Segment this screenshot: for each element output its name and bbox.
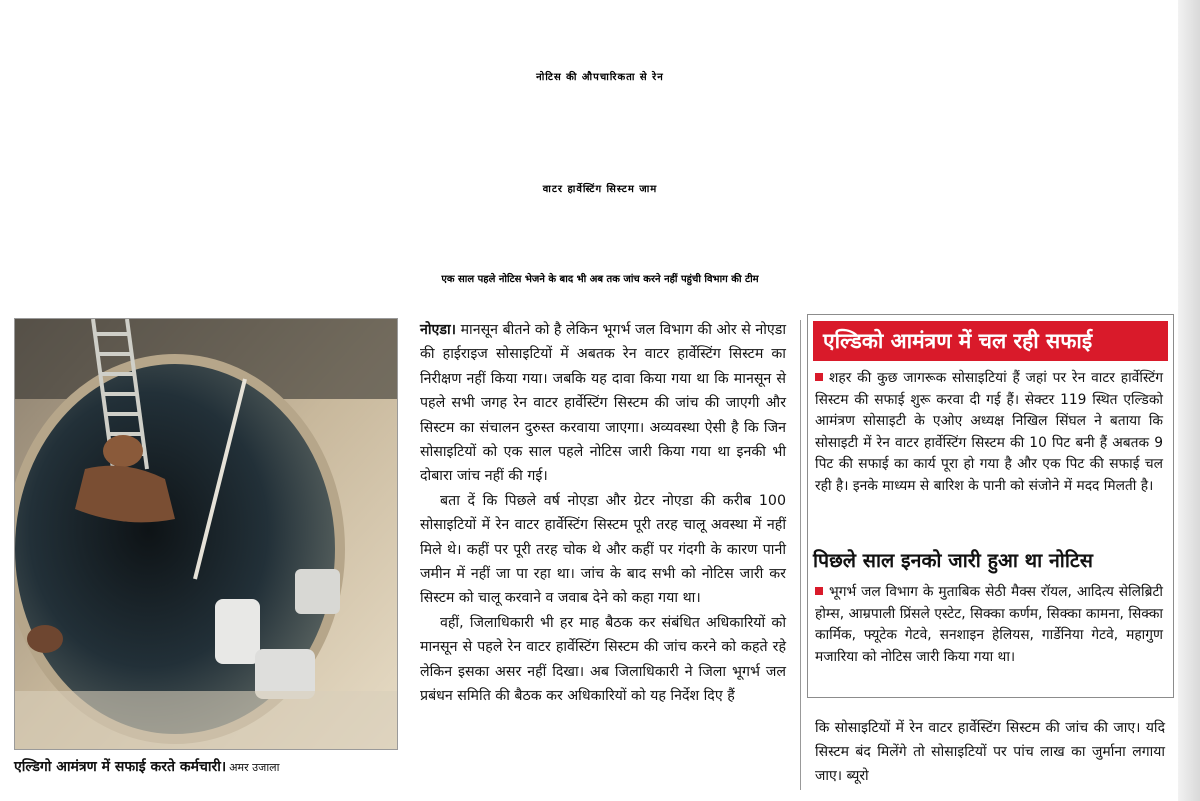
article-paragraph: वहीं, जिलाधिकारी भी हर माह बैठक कर संबंधित अधिकारियों को मानसून से पहले रेन वाटर हार्वेस्टिंग सिस्टम की जांच करने को कहते रहे लेकिन इसका असर नहीं दिखा। अब जिलाधिकारी ने जिला भूगर्भ जल प्रबंधन समिति की बैठक कर अधिकारियों को यह निर्देश दिए हैं xyxy=(420,614,786,705)
sidebar-box1-text xyxy=(815,368,1163,498)
subheadline: एक साल पहले नोटिस भेजने के बाद भी अब तक जांच करने नहीं पहुंची विभाग की टीम xyxy=(441,274,759,285)
paragraph-text: मानसून बीतने को है लेकिन भूगर्भ जल विभाग की ओर से नोएडा की हाईराइज सोसाइटियों में अबतक रेन वाटर हार्वेस्टिंग सिस्टम का निरीक्षण नहीं किया गया। जबकि यह दावा किया गया था कि मानसून से पहले सभी जगह रेन वाटर हार्वेस्टिंग सिस्टम की जांच की जाएगी और सिस्टम का संचालन दुरुस्त करवाया जाएगा। अव्यवस्था ऐसी है कि जिन सोसाइटियों को एक साल पहले नोटिस जारी किया गया था इनकी भी दोबारा जांच नहीं की गई। xyxy=(420,322,786,485)
headline-line-1: नोटिस की औपचारिकता से रेन xyxy=(536,72,664,83)
sidebar-box1-title: एल्डिको आमंत्रण में चल रही सफाई xyxy=(813,321,1168,361)
box2-paragraph: भूगर्भ जल विभाग के मुताबिक सेठी मैक्स रॉयल, आदित्य सेलिब्रिटी होम्स, आम्रपाली प्रिंसले एस्टेट, सिक्का कर्णम, सिक्का कामना, सिक्का कार्मिक, फ्यूटेक गेटवे, सनशाइन हेलियस, गार्डेनिया गेटवे, महागुण मजारिया को नोटिस जारी किया गया था। xyxy=(815,584,1163,665)
caption-text: एल्डिगो आमंत्रण में सफाई करते कर्मचारी। xyxy=(14,759,227,775)
bullet-square-icon xyxy=(815,373,823,381)
article-continuation xyxy=(815,716,1165,788)
photo-caption xyxy=(14,752,398,783)
dateline: नोएडा। xyxy=(420,322,457,338)
continuation-paragraph: कि सोसाइटियों में रेन वाटर हार्वेस्टिंग सिस्टम की जांच की जाए। यदि सिस्टम बंद मिलेंगे तो सोसाइटियों पर पांच लाख का जुर्माना लगाया जाए। ब्यूरो xyxy=(815,720,1165,784)
article-paragraph xyxy=(420,318,786,489)
well-cleaning-photo xyxy=(15,319,398,750)
sidebar-box2-title: पिछले साल इनको जारी हुआ था नोटिस xyxy=(813,549,1093,572)
box1-paragraph: शहर की कुछ जागरूक सोसाइटियां हैं जहां पर रेन वाटर हार्वेस्टिंग सिस्टम की सफाई शुरू करवा दी गई हैं। सेक्टर 119 स्थित एल्डिको आमंत्रण सोसाइटी के एओए अध्यक्ष निखिल सिंघल ने बताया कि सोसाइटी में रेन वाटर हार्वेस्टिंग सिस्टम की 10 पिट बनी हैं अबतक 9 पिट की सफाई का कार्य पूरा हो गया है और एक पिट की सफाई चल रही है। इनके माध्यम से बारिश के पानी को संजोने में मदद मिलती है। xyxy=(815,370,1163,494)
column-divider xyxy=(800,320,801,790)
article-body xyxy=(420,318,786,709)
page-edge xyxy=(1178,0,1200,801)
article-paragraph: बता दें कि पिछले वर्ष नोएडा और ग्रेटर नोएडा की करीब 100 सोसाइटियों में रेन वाटर हार्वेस्टिंग सिस्टम पूरी तरह चालू अवस्था में नहीं मिले थे। कहीं पर पूरी तरह चोक थे और कहीं पर गंदगी के कारण पानी जमीन में नहीं जा पा रहा था। जांच के बाद सभी को नोटिस जारी कर सिस्टम को चालू करवाने व जवाब देने को कहा गया था। xyxy=(420,492,786,607)
bullet-square-icon xyxy=(815,587,823,595)
news-photo xyxy=(14,318,398,750)
headline-line-2: वाटर हार्वेस्टिंग सिस्टम जाम xyxy=(542,184,658,195)
photo-credit: अमर उजाला xyxy=(229,761,280,774)
sidebar-box2-text xyxy=(815,582,1163,668)
